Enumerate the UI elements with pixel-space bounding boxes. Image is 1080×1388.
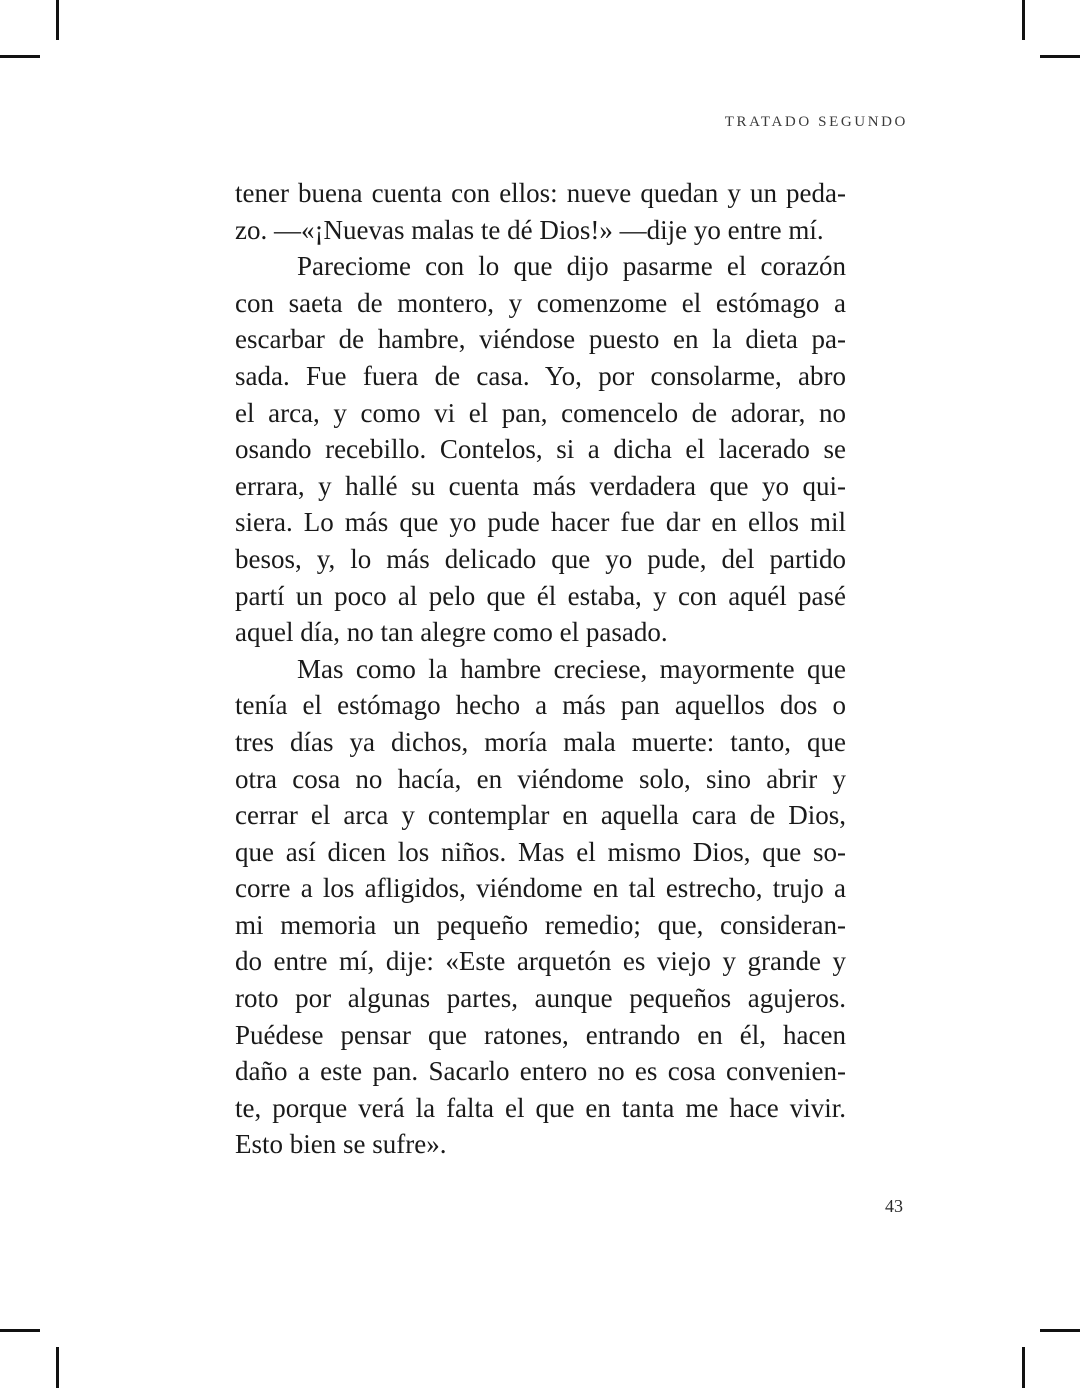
text-line: do entre mí, dije: «Este arquetón es viejo y grande y bbox=[235, 946, 846, 977]
text-line: con saeta de montero, y comenzome el estómago a bbox=[235, 287, 846, 318]
body-text bbox=[235, 175, 846, 1163]
text-line: otra cosa no hacía, en viéndome solo, sino abrir y bbox=[235, 763, 846, 794]
text-line: Mas como la hambre creciese, mayormente que bbox=[297, 653, 846, 684]
text-line: besos, y, lo más delicado que yo pude, del partido bbox=[235, 543, 846, 574]
text-line: roto por algunas partes, aunque pequeños agujeros. bbox=[235, 983, 846, 1014]
text-line: tener buena cuenta con ellos: nueve quedan y un peda- bbox=[235, 178, 846, 208]
text-line: mi memoria un pequeño remedio; que, consideran- bbox=[235, 909, 846, 940]
crop-mark-top-right-vertical bbox=[1022, 0, 1025, 40]
text-line: siera. Lo más que yo pude hacer fue dar en ellos mil bbox=[235, 507, 846, 538]
crop-mark-bottom-left-vertical bbox=[56, 1347, 59, 1388]
text-line: cerrar el arca y contemplar en aquella cara de Dios, bbox=[235, 800, 846, 831]
text-line: Puédese pensar que ratones, entrando en él, hacen bbox=[235, 1019, 846, 1050]
crop-mark-top-right-horizontal bbox=[1040, 55, 1080, 58]
crop-mark-top-left-vertical bbox=[56, 0, 59, 40]
running-head: TRATADO SEGUNDO bbox=[724, 114, 908, 130]
crop-mark-bottom-right-horizontal bbox=[1040, 1329, 1080, 1332]
text-line: sada. Fue fuera de casa. Yo, por consolarme, abro bbox=[235, 360, 846, 391]
text-line: osando recebillo. Contelos, si a dicha el lacerado se bbox=[235, 434, 846, 465]
text-line: zo. —«¡Nuevas malas te dé Dios!» —dije yo entre mí. bbox=[235, 214, 824, 245]
text-line: tenía el estómago hecho a más pan aquellos dos o bbox=[235, 690, 846, 721]
text-line: corre a los afligidos, viéndome en tal estrecho, trujo a bbox=[235, 873, 846, 904]
crop-mark-top-left-horizontal bbox=[0, 55, 40, 58]
text-line: que así dicen los niños. Mas el mismo Dios, que so- bbox=[235, 836, 846, 867]
text-line: el arca, y como vi el pan, comencelo de adorar, no bbox=[235, 397, 846, 428]
text-line: te, porque verá la falta el que en tanta me hace vivir. bbox=[235, 1092, 846, 1123]
text-line: daño a este pan. Sacarlo entero no es cosa convenien- bbox=[235, 1056, 846, 1087]
text-line: Pareciome con lo que dijo pasarme el corazón bbox=[297, 251, 846, 282]
text-line: errara, y hallé su cuenta más verdadera que yo qui- bbox=[235, 470, 846, 501]
text-line: partí un poco al pelo que él estaba, y con aquél pasé bbox=[235, 580, 846, 611]
crop-mark-bottom-right-vertical bbox=[1022, 1347, 1025, 1388]
crop-mark-bottom-left-horizontal bbox=[0, 1329, 40, 1332]
text-line: escarbar de hambre, viéndose puesto en la dieta pa- bbox=[235, 324, 846, 355]
text-line: Esto bien se sufre». bbox=[235, 1129, 447, 1160]
page-number: 43 bbox=[885, 1196, 903, 1216]
text-line: tres días ya dichos, moría mala muerte: tanto, que bbox=[235, 726, 846, 757]
text-line: aquel día, no tan alegre como el pasado. bbox=[235, 617, 668, 648]
